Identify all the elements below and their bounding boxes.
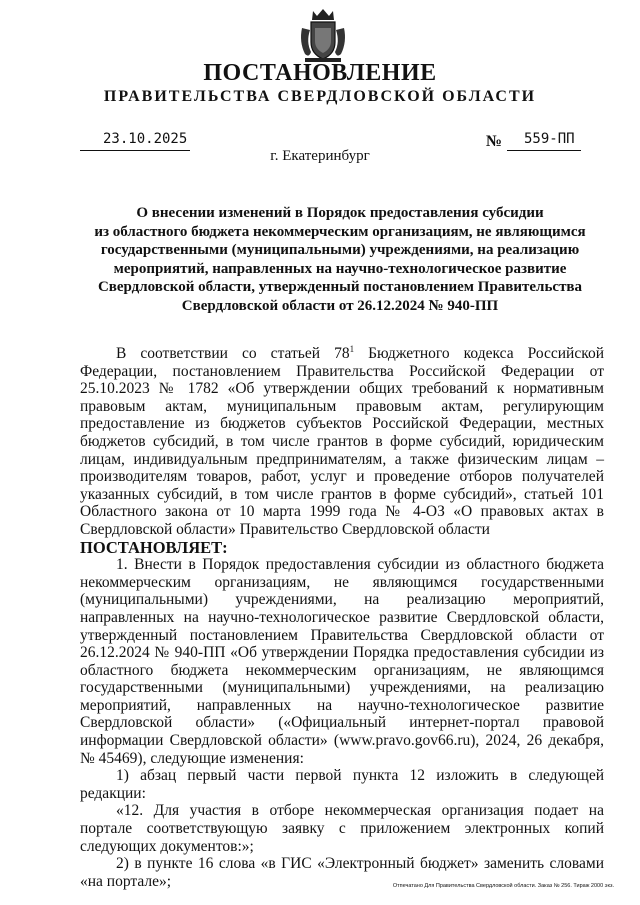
heading-line: мероприятий, направленных на научно-технологическое развитие xyxy=(113,260,567,277)
issuer-subtitle: ПРАВИТЕЛЬСТВА СВЕРДЛОВСКОЙ ОБЛАСТИ xyxy=(103,88,537,105)
document-heading xyxy=(80,204,600,315)
sverdlovsk-coat-of-arms-icon xyxy=(297,8,349,64)
item-1-paragraph: 1. Внести в Порядок предоставления субсидии из областного бюджета некоммерческим организациям, не являющимся государственными (муниципальными) учреждениями, на реализацию мероприятий, направленных на научно-технологическое развитие Свердловской области, утвержденный постановлением Правительства Свердловской области от 26.12.2024 № 940-ПП «Об утверждении Порядка предоставления субсидии из областного бюджета некоммерческим организациям, не являющимся государственными (муниципальными) учреждениями, на реализацию мероприятий, направленных на научно-технологическое развитие Свердловской области» («Официальный интернет-портал правовой информации Свердловской области» (www.pravo.gov66.ru), 2024, 26 декабря, № 45469), следующие изменения: xyxy=(80,556,604,767)
preamble-superscript: 1 xyxy=(349,343,355,354)
preamble-rest: Бюджетного кодекса Российской Федерации, постановлением Правительства Российской Федерации от 25.10.2023 № 1782 «Об утверждении общих требований к нормативным правовым актам, муниципальным правовым актам, регулирующим предоставление из бюджетов субъектов Российской Федерации, местных бюджетов субсидий, в том числе грантов в форме субсидий, юридическим лицам, индивидуальным предпринимателям, а также физическим лицам – производителям товаров, работ, услуг и проведение отборов получателей указанных субсидий, в том числе грантов в форме субсидий», статьей 101 Областного закона от 10 марта 1999 года № 4-ОЗ «О правовых актах в Свердловской области» Правительство Свердловской области xyxy=(80,345,605,538)
preamble-start: В соответствии со статьей 78 xyxy=(116,345,350,362)
number-label: № xyxy=(486,133,503,150)
subitem-1-paragraph: 1) абзац первый части первой пункта 12 изложить в следующей редакции: xyxy=(80,767,604,802)
subitem-2-paragraph: 2) в пункте 16 слова «в ГИС «Электронный бюджет» заменить словами «на портале»; xyxy=(80,855,604,890)
city: г. Екатеринбург xyxy=(270,148,370,164)
resolves-heading: ПОСТАНОВЛЯЕТ: xyxy=(80,537,228,557)
quoted-clause-12: «12. Для участия в отборе некоммерческая организация подает на портале соответствующую заявку с приложением электронных копий следующих документов:»; xyxy=(80,802,604,855)
preamble-paragraph xyxy=(80,345,604,539)
heading-line: О внесении изменений в Порядок предоставления субсидии xyxy=(136,205,544,221)
print-imprint: Отпечатано Для Правительства Свердловской области. Заказ № 256. Тираж 2000 экз. xyxy=(392,883,614,889)
document-body xyxy=(80,345,604,890)
document-number: 559-ПП xyxy=(524,131,575,147)
heading-line: из областного бюджета некоммерческим организациям, не являющимся xyxy=(94,223,586,240)
document-title: ПОСТАНОВЛЕНИЕ xyxy=(203,60,437,86)
heading-line: Свердловской области от 26.12.2024 № 940-ПП xyxy=(181,297,499,314)
heading-line: государственными (муниципальными) учреждениями, на реализацию xyxy=(100,242,580,258)
document-date: 23.10.2025 xyxy=(103,131,188,147)
heading-line: Свердловской области, утвержденный постановлением Правительства xyxy=(97,279,583,295)
